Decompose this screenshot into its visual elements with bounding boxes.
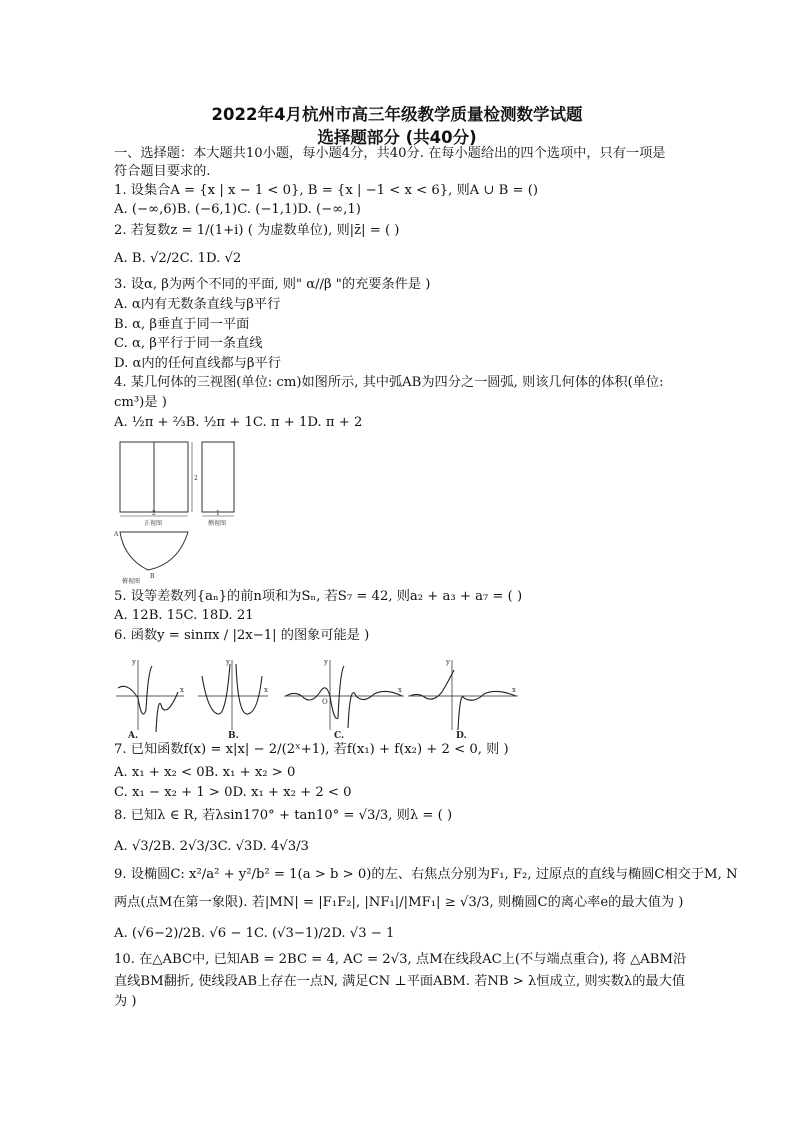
graph-d-x: x	[512, 686, 516, 694]
q1-options: A. (−∞,6)B. (−6,1)C. (−1,1)D. (−∞,1)	[114, 202, 361, 217]
q7-stem: 7. 已知函数f(x) = x|x| − 2/(2ˣ+1), 若f(x₁) + f(x₂) + 2 < 0, 则 )	[114, 742, 509, 757]
graph-b-y: y	[226, 658, 230, 666]
q10-stem-1: 10. 在△ABC中, 已知AB = 2BC = 4, AC = 2√3, 点M在线段AC上(不与端点重合), 将 △ABM沿	[114, 952, 687, 967]
q7-options-cd: C. x₁ − x₂ + 1 > 0D. x₁ + x₂ + 2 < 0	[114, 785, 352, 800]
q1-stem: 1. 设集合A = {x | x − 1 < 0}, B = {x | −1 < x < 6}, 则A ∪ B = ()	[114, 183, 539, 198]
q2-stem: 2. 若复数z = 1/(1+i) ( 为虚数单位), 则|z̄| = ( )	[114, 223, 400, 238]
page-title: 2022年4月杭州市高三年级教学质量检测数学试题	[211, 105, 583, 124]
q4-stem-2: cm³)是 )	[114, 395, 167, 410]
graph-d-label: D.	[456, 731, 467, 740]
q2-options: A. B. √2/2C. 1D. √2	[114, 251, 242, 266]
intro-line-2: 符合题目要求的.	[114, 164, 211, 179]
q3-stem: 3. 设α, β为两个不同的平面, 则" α//β "的充要条件是 )	[114, 277, 431, 292]
graph-a-x: x	[180, 686, 184, 694]
graph-c-label: C.	[334, 731, 345, 740]
intro-line-1: 一、选择题：本大题共10小题，每小题4分，共40分. 在每小题给出的四个选项中，只有一项是	[114, 146, 666, 161]
q5-stem: 5. 设等差数列{aₙ}的前n项和为Sₙ, 若S₇ = 42, 则a₂ + a₃ + a₇ = ( )	[114, 589, 523, 604]
graph-b	[198, 660, 268, 730]
graph-c-x: x	[398, 686, 402, 694]
graph-c-origin: O	[322, 698, 328, 706]
q10-stem-2: 直线BM翻折, 使线段AB上存在一点N, 满足CN ⊥平面ABM. 若NB > λ恒成立, 则实数λ的最大值	[114, 974, 686, 989]
q4-stem-1: 4. 某几何体的三视图(单位: cm)如图所示, 其中弧AB为四分之一圆弧, 则该几何体的体积(单位:	[114, 375, 664, 390]
q9-stem-1: 9. 设椭圆C: x²/a² + y²/b² = 1(a > b > 0)的左、右焦点分别为F₁, F₂, 过原点的直线与椭圆C相交于M, N	[114, 867, 738, 882]
q10-stem-3: 为 )	[114, 994, 137, 1009]
top-view-label: 俯视图	[122, 578, 141, 585]
point-b-label: B	[150, 573, 155, 580]
q3-option-c: C. α, β平行于同一条直线	[114, 336, 263, 351]
side-view-label: 侧视图	[208, 520, 227, 527]
q9-stem-2: 两点(点M在第一象限). 若|MN| = |F₁F₂|, |NF₁|/|MF₁| ≥ √3/3, 则椭圆C的离心率e的最大值为 )	[114, 895, 684, 910]
graph-a	[116, 660, 184, 732]
top-view	[120, 532, 188, 570]
graph-b-label: B.	[228, 731, 239, 740]
dim-side: 1	[216, 510, 220, 517]
q5-options: A. 12B. 15C. 18D. 21	[114, 608, 254, 623]
point-a-label: A	[114, 531, 119, 538]
q3-option-b: B. α, β垂直于同一平面	[114, 317, 250, 332]
q4-three-view-figure	[112, 436, 252, 586]
q7-options-ab: A. x₁ + x₂ < 0B. x₁ + x₂ > 0	[114, 765, 296, 780]
front-view-label: 正视图	[144, 520, 163, 527]
graph-a-label: A.	[128, 731, 139, 740]
graph-d-y: y	[446, 658, 450, 666]
side-view	[202, 442, 234, 512]
q4-options: A. ½π + ⅔B. ½π + 1C. π + 1D. π + 2	[114, 415, 363, 430]
q8-stem: 8. 已知λ ∈ R, 若λsin170° + tan10° = √3/3, 则λ = ( )	[114, 808, 453, 823]
page-subtitle: 选择题部分 (共40分)	[317, 128, 477, 147]
graph-a-y: y	[132, 658, 136, 666]
q3-option-a: A. α内有无数条直线与β平行	[114, 297, 281, 312]
dim-front: 2	[152, 510, 156, 517]
graph-c-y: y	[324, 658, 328, 666]
q8-options: A. √3/2B. 2√3/3C. √3D. 4√3/3	[114, 839, 309, 854]
graph-b-x: x	[264, 686, 268, 694]
q9-options: A. (√6−2)/2B. √6 − 1C. (√3−1)/2D. √3 − 1	[114, 926, 395, 941]
q6-graph-options	[112, 652, 522, 740]
graph-d	[408, 660, 518, 730]
graph-c	[284, 660, 404, 730]
dim-height: 2	[194, 475, 198, 482]
q6-stem: 6. 函数y = sinπx / |2x−1| 的图象可能是 )	[114, 628, 370, 643]
q3-option-d: D. α内的任何直线都与β平行	[114, 356, 281, 371]
